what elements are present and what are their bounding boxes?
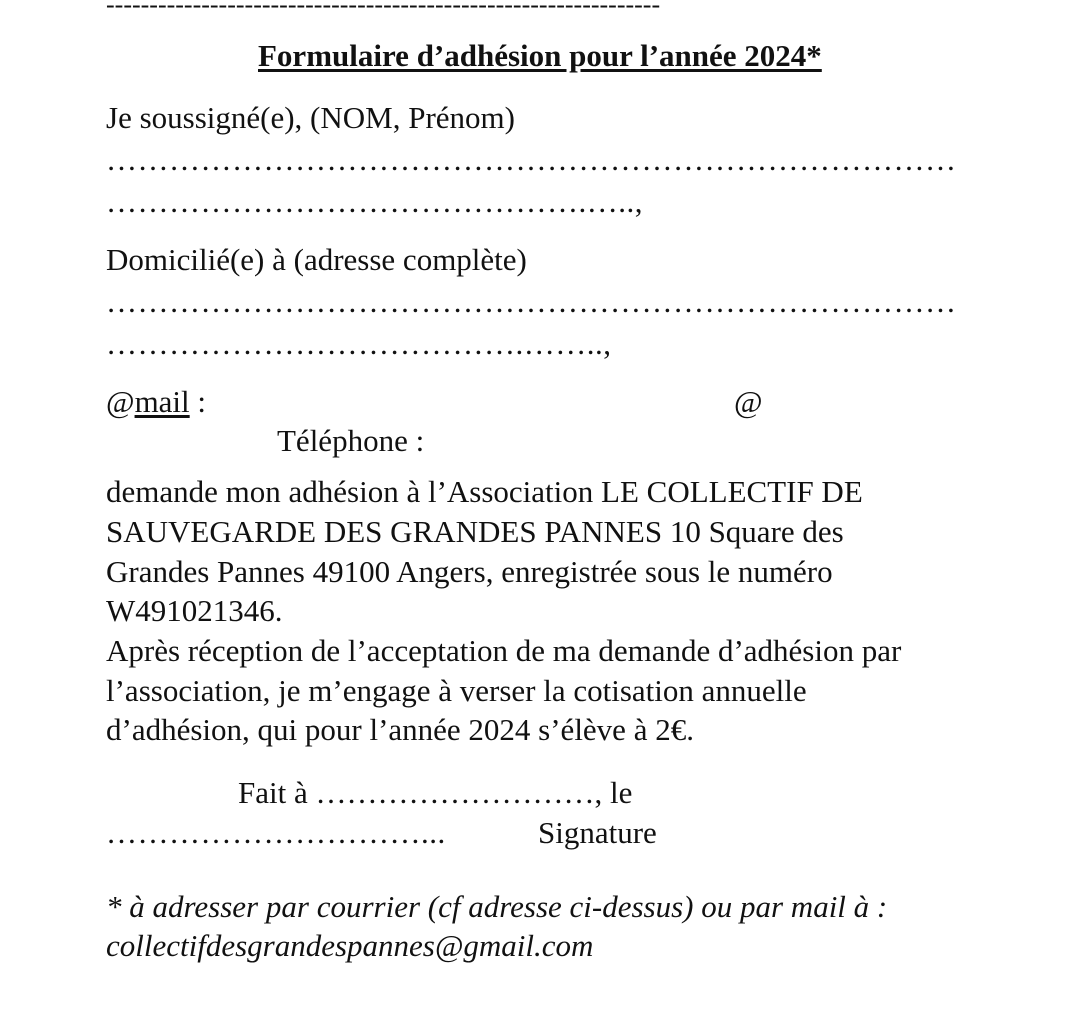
name-label: Je soussigné(e), (NOM, Prénom) <box>106 100 515 135</box>
email-mail-word: mail <box>134 384 190 419</box>
address-fill-line-1[interactable]: ……………………………………………………………………… <box>106 284 957 319</box>
address-label: Domicilié(e) à (adresse complète) <box>106 242 527 277</box>
request-line: demande mon adhésion à l’Association LE COLLECTIF DE <box>106 474 863 509</box>
fee-line: d’adhésion, qui pour l’année 2024 s’élève à 2€. <box>106 712 694 747</box>
request-line: SAUVEGARDE DES GRANDES PANNES 10 Square des <box>106 514 844 549</box>
name-fill-line-1[interactable]: ……………………………………………………………………… <box>106 142 957 177</box>
place-date-field[interactable]: Fait à ………………………, le <box>238 775 633 810</box>
email-label <box>106 382 206 422</box>
address-fill-line-2[interactable]: ………………………………….…….., <box>106 326 612 361</box>
email-colon: : <box>189 384 207 419</box>
name-fill-line-2[interactable]: ……………………………………….….., <box>106 184 643 219</box>
signature-label: Signature <box>538 815 657 850</box>
date-fill-line[interactable]: …………………………... <box>106 815 446 850</box>
registration-number: W491021346. <box>106 593 283 628</box>
request-line: Grandes Pannes 49100 Angers, enregistrée sous le numéro <box>106 554 833 589</box>
form-title: Formulaire d’adhésion pour l’année 2024* <box>258 38 822 73</box>
request-line: l’association, je m’engage à verser la cotisation annuelle <box>106 673 807 708</box>
telephone-label: Téléphone : <box>277 423 425 458</box>
footnote-email: collectifdesgrandespannes@gmail.com <box>106 928 594 963</box>
email-at-sign: @ <box>734 384 763 419</box>
footnote-line-1: * à adresser par courrier (cf adresse ci-dessus) ou par mail à : <box>106 889 888 924</box>
email-at-prefix: @ <box>106 384 135 419</box>
request-line: Après réception de l’acceptation de ma demande d’adhésion par <box>106 633 902 668</box>
fold-dash-line: ---------------------------------------------------------------- <box>106 0 661 19</box>
